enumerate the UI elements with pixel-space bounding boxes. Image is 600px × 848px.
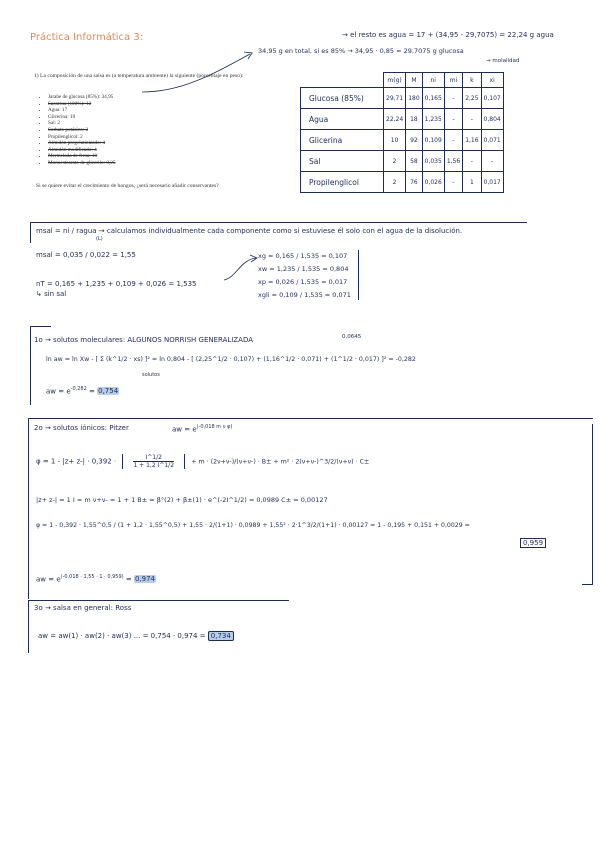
table-cell: - — [444, 130, 462, 151]
nt-note: ↳ sin sal — [36, 290, 67, 298]
norrish-equation: ln aw = ln Xw - [ Σ (k^1/2 · xs) ]² = ln 0,804 - [ (2,25^1/2 · 0,107) + (1,16^1/2 · 0,071) + (1^1/2 · 0,017) ]² = -0,282 — [46, 356, 416, 363]
table-cell: 10 — [384, 130, 406, 151]
water-note: → el resto es agua = 17 + (34,95 - 29,7075) = 22,24 g agua — [342, 31, 554, 39]
table-cell: 1,56 — [444, 151, 462, 172]
table-cell: 0,071 — [481, 130, 503, 151]
aw-exponent: -0,282 — [70, 386, 87, 392]
table-row-name: Glicerina — [301, 130, 384, 151]
ingredient-item: • Jarabe de glucosa (85%): 34,95 — [48, 94, 115, 101]
table-header: M — [406, 73, 422, 88]
table-cell: 1,16 — [463, 130, 481, 151]
table-cell: 58 — [406, 151, 422, 172]
molality-definition: msal = ni / ragua → calculamos individualmente cada componente como si estuviese él solo con el agua de la disolución. — [36, 227, 463, 235]
section2-aw — [36, 574, 156, 583]
nt-equation: nT = 0,165 + 1,235 + 0,109 + 0,026 = 1,535 — [36, 280, 197, 288]
phi-formula — [36, 454, 369, 469]
mole-fraction: xgli = 0,109 / 1,535 = 0,071 — [258, 291, 351, 299]
aw-norrish-value: 0,754 — [98, 387, 119, 396]
table-cell: 22,24 — [384, 109, 406, 130]
table-row — [301, 151, 504, 172]
phi-fraction — [122, 454, 185, 469]
aw-pitzer-value: 0,974 — [134, 575, 155, 584]
table-header-row — [301, 73, 504, 88]
table-header: m(g) — [384, 73, 406, 88]
table-cell: - — [444, 109, 462, 130]
table-cell: 92 — [406, 130, 422, 151]
table-cell: 0,017 — [481, 172, 503, 193]
problem-question: Si se quiere evitar el crecimiento de hongos, ¿será necesario añadir conservantes? — [36, 183, 219, 189]
arrow-icon — [140, 46, 260, 96]
molality-sub: (L) — [96, 236, 103, 242]
pitzer-params: |z+ z-| = 1 I = m ν+ν- = 1 + 1 B± = β°(2) + β±(1) · e^(-2I^1/2) = 0,0989 C± = 0,00127 — [36, 496, 328, 504]
table-row — [301, 88, 504, 109]
equals-sign: = — [125, 575, 132, 584]
phi-fraction-den: 1 + 1,2 I^1/2 — [133, 462, 175, 469]
table-cell: 0,109 — [422, 130, 444, 151]
ingredient-item: • Monoestearato de glicerilo: 0,25 — [48, 160, 115, 167]
properties-table — [300, 72, 504, 193]
table-cell: 1 — [463, 172, 481, 193]
section-bracket — [250, 250, 359, 300]
table-cell: 18 — [406, 109, 422, 130]
phi-formula-text: φ = 1 - |z+ z-| · 0,392 · — [36, 457, 117, 466]
ingredient-item: • Sacarosa (100%): 12 — [48, 101, 115, 108]
page-title: Práctica Informática 3: — [30, 32, 144, 43]
section3-heading: 3o → salsa en general: Ross — [34, 604, 132, 612]
aw-total-value: 0,734 — [208, 631, 234, 641]
aw-label: aw = e — [172, 425, 197, 434]
table-cell: - — [463, 151, 481, 172]
table-cell: 0,026 — [422, 172, 444, 193]
aw-exponent: (-0,018 m ν φ) — [196, 424, 233, 430]
table-header: ni — [422, 73, 444, 88]
table-row — [301, 109, 504, 130]
ingredient-item: • Agua: 17 — [48, 107, 115, 114]
section2-heading: 2o → solutos iónicos: Pitzer — [34, 424, 129, 432]
mole-fraction: xp = 0,026 / 1,535 = 0,017 — [258, 278, 348, 286]
ingredient-item: • Sal: 2 — [48, 120, 115, 127]
table-cell: 1,235 — [422, 109, 444, 130]
table-row-name: Sal — [301, 151, 384, 172]
table-cell: 0,804 — [481, 109, 503, 130]
problem-statement: 1) La composición de una salsa es (a temperatura ambiente) la siguiente (porcentaje en peso): — [34, 73, 244, 79]
table-cell: 76 — [406, 172, 422, 193]
table-cell: 2 — [384, 151, 406, 172]
table-row — [301, 130, 504, 151]
ingredient-item: • Almidón modificado: 4 — [48, 147, 115, 154]
table-row-name: Propilenglicol — [301, 172, 384, 193]
pitzer-aw-formula — [172, 424, 232, 433]
table-cell: - — [444, 88, 462, 109]
ingredient-item: • Propilenglicol: 2 — [48, 134, 115, 141]
ingredient-item: • Almidón pregelatinizado: 4 — [48, 140, 115, 147]
section-bracket — [28, 418, 593, 599]
table-cell: - — [463, 109, 481, 130]
mole-fraction: xg = 0,165 / 1,535 = 0,107 — [258, 252, 348, 260]
ross-equation-text: aw = aw(1) · aw(2) · aw(3) ... = 0,754 · 0,974 = — [38, 632, 206, 640]
aw-label: aw = e — [46, 387, 71, 396]
ingredient-item: • Sorbato potásico: 2 — [48, 127, 115, 134]
table-cell: - — [444, 172, 462, 193]
table-row — [301, 172, 504, 193]
ross-equation — [38, 632, 234, 640]
table-cell: - — [481, 151, 503, 172]
table-cell: 0,035 — [422, 151, 444, 172]
phi-value: 0,959 — [520, 538, 546, 548]
section1-value-above: 0,0645 — [342, 334, 362, 340]
section-bracket — [582, 424, 593, 585]
mole-fraction: xw = 1,235 / 1,535 = 0,804 — [258, 265, 349, 273]
msal-equation: msal = 0,035 / 0,022 = 1,55 — [36, 251, 136, 259]
table-row-name: Agua — [301, 109, 384, 130]
section1-heading: 1o → solutos moleculares: ALGUNOS NORRISH GENERALIZADA — [34, 336, 253, 344]
table-cell: 29,71 — [384, 88, 406, 109]
ingredient-item: • Mermelada de fresa: 10 — [48, 153, 115, 160]
phi-fraction-num: I^1/2 — [133, 454, 174, 462]
table-cell: 0,165 — [422, 88, 444, 109]
aw-label: aw = e — [36, 575, 61, 584]
molality-label: → molalidad — [486, 58, 520, 64]
table-cell: 0,107 — [481, 88, 503, 109]
table-header: mi — [444, 73, 462, 88]
phi-calculation: φ = 1 - 0,392 · 1,55^0,5 / (1 + 1,2 · 1,55^0,5) + 1,55 · 2/(1+1) · 0,0989 + 1,55² · 2·1^3/2/(1+1) · 0,00127 = 1 - 0,195 + 0,151 + 0,0029 = — [36, 522, 470, 529]
table-header: k — [463, 73, 481, 88]
ingredient-item: • Glicerina: 10 — [48, 114, 115, 121]
ingredient-list — [34, 94, 115, 167]
solutos-label: solutos — [142, 372, 160, 378]
phi-tail: + m · (2ν+ν-)/(ν+ν-) · B± + m² · 2(ν+ν-)^3/2/(ν+ν) · C± — [191, 458, 370, 466]
table-header: xi — [481, 73, 503, 88]
section1-aw: aw = $e^{-0,282} = 0,754$ — [46, 386, 119, 396]
glucose-note: 34,95 g en total, si es 85% → 34,95 · 0,85 = 29,7075 g glucosa — [258, 47, 464, 55]
table-row-name: Glucosa (85%) — [301, 88, 384, 109]
table-cell: 180 — [406, 88, 422, 109]
table-cell: 2 — [384, 172, 406, 193]
aw-exponent: (-0,018 · 1,55 · 1 · 0,959) — [60, 574, 124, 580]
table-cell: 2,25 — [463, 88, 481, 109]
table-corner — [301, 73, 384, 88]
